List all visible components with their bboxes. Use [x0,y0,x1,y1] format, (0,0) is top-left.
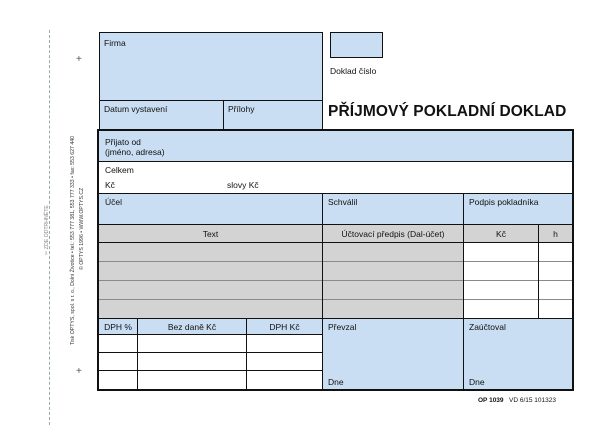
podpis-field[interactable] [464,207,572,223]
row-line [99,261,572,262]
table-row[interactable] [99,281,572,299]
firma-field[interactable] [101,48,321,98]
prevzal-label: Převzal [328,322,357,332]
slovy-kc-label: slovy Kč [227,180,259,190]
bez-dane-header: Bez daně Kč [167,322,217,332]
dph-row[interactable] [99,335,322,352]
doklad-cislo-label: Doklad číslo [330,66,377,76]
cut-here-text: ✂ ZDE ODTRHNĚTE [44,205,50,255]
page-title: PŘÍJMOVÝ POKLADNÍ DOKLAD [328,103,567,120]
col-header-text: Text [202,229,219,239]
dne-label-zauctoval: Dne [469,377,485,387]
col-header-kc: Kč [496,229,506,239]
zauctoval-label: Zaúčtoval [469,322,506,332]
ucel-field[interactable] [99,207,321,223]
zauctoval-divider [463,319,464,389]
schvalil-label: Schválil [328,197,358,207]
prevzal-section[interactable] [323,319,572,389]
prilohy-divider [223,100,224,131]
col-line-predpis [463,225,464,318]
form-version: VD 6/15 101323 [509,397,556,404]
row-line [99,280,572,281]
firma-label: Firma [104,38,126,48]
prilohy-field[interactable] [225,114,321,129]
dph-pct-header: DPH % [104,322,132,332]
celkem-row[interactable] [99,162,572,193]
col-line-kc [538,225,539,318]
jmeno-adresa-label: (jméno, adresa) [105,147,165,157]
form-code: OP 1039 [478,397,504,404]
dph-row[interactable] [99,353,322,370]
prijato-od-row[interactable] [99,131,572,161]
ucel-label: Účel [105,197,123,207]
col-header-predpis: Účtovací předpis (Dal-účet) [341,229,445,239]
plus-mark-top: + [76,54,82,65]
schvalil-field[interactable] [323,207,462,223]
prilohy-label: Přílohy [228,104,255,114]
print-info-text: Tisk OPTYS, spol. s r. o., Dolní Životice • tel.: 553 777 381, 553 777 333 • fax: 553 627 440 [70,135,76,345]
main-form [97,129,574,391]
firma-divider [99,100,323,101]
row-line [99,299,572,300]
table-row[interactable] [99,300,572,318]
datum-vystaveni-label: Datum vystavení [104,104,168,114]
datum-vystaveni-field[interactable] [101,114,221,129]
dph-kc-header: DPH Kč [269,322,300,332]
plus-mark-bottom: + [76,366,82,377]
table-row[interactable] [99,243,572,261]
table-row[interactable] [99,262,572,280]
doklad-cislo-box[interactable] [330,32,383,58]
kc-label: Kč [105,180,115,190]
col-line-text [322,225,323,318]
dne-label-prevzal: Dne [328,377,344,387]
celkem-label: Celkem [105,165,134,175]
prijato-od-label: Přijato od [105,137,141,147]
dph-right-border [322,319,323,389]
copyright-text: © OPTYS 1996 • WWW.OPTYS.CZ [79,187,85,270]
dph-row[interactable] [99,371,322,389]
podpis-pokladnika-label: Podpis pokladníka [469,197,539,207]
col-header-h: h [553,229,558,239]
